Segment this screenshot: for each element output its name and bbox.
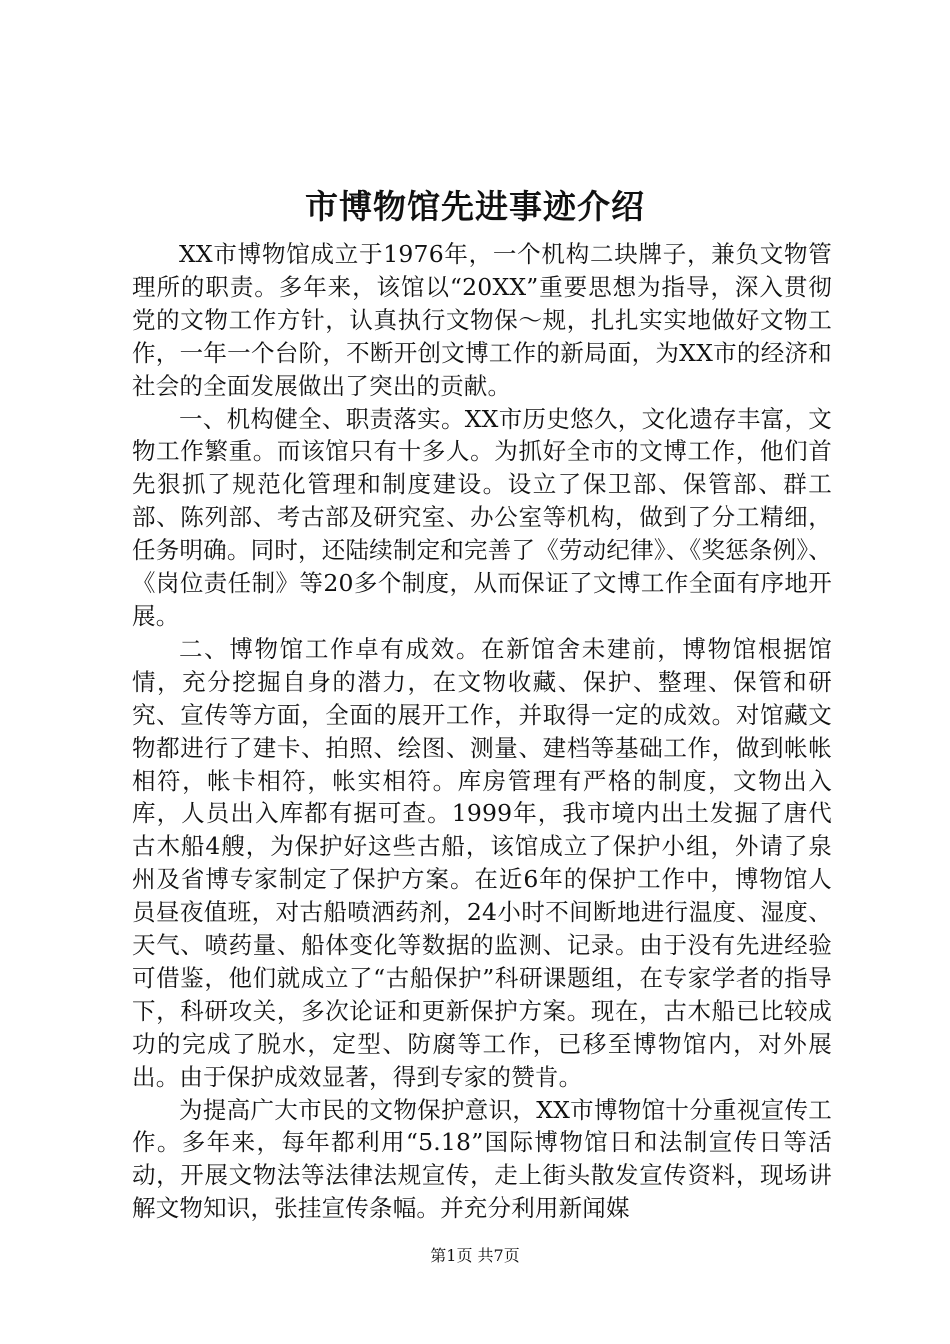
page-number-footer: 第1页 共7页: [430, 1246, 520, 1265]
paragraph-section-two: 二、博物馆工作卓有成效。在新馆舍未建前，博物馆根据馆情，充分挖掘自身的潜力，在文物收藏、保护、整理、保管和研究、宣传等方面，全面的展开工作，并取得一定的成效。对馆藏文物都进行了建卡、拍照、绘图、测量、建档等基础工作，做到帐帐相符，帐卡相符，帐实相符。库房管理有严格的制度，文物出入库，人员出入库都有据可查。1999年，我市境内出土发掘了唐代古木船4艘，为保护好这些古船，该馆成立了保护小组，外请了泉州及省博专家制定了保护方案。在近6年的保护工作中，博物馆人员昼夜值班，对古船喷洒药剂，24小时不间断地进行温度、湿度、天气、喷药量、船体变化等数据的监测、记录。由于没有先进经验可借鉴，他们就成立了“古船保护”科研课题组，在专家学者的指导下，科研攻关，多次论证和更新保护方案。现在，古木船已比较成功的完成了脱水，定型、防腐等工作，已移至博物馆内，对外展出。由于保护成效显著，得到专家的赞肯。: [132, 634, 832, 1091]
paragraph-publicity: 为提高广大市民的文物保护意识，XX市博物馆十分重视宣传工作。多年来，每年都利用“5.18”国际博物馆日和法制宣传日等活动，开展文物法等法律法规宣传，走上街头散发宣传资料，现场讲解文物知识，张挂宣传条幅。并充分利用新闻媒: [132, 1095, 832, 1223]
paragraph-intro: XX市博物馆成立于1976年，一个机构二块牌子，兼负文物管理所的职责。多年来，该馆以“20XX”重要思想为指导，深入贯彻党的文物工作方针，认真执行文物保～规，扎扎实实地做好文物工作，一年一个台阶，不断开创文博工作的新局面，为XX市的经济和社会的全面发展做出了突出的贡献。: [132, 240, 832, 400]
document-body: [132, 238, 832, 1225]
paragraph-section-one: 一、机构健全、职责落实。XX市历史悠久，文化遗存丰富，文物工作繁重。而该馆只有十多人。为抓好全市的文博工作，他们首先狠抓了规范化管理和制度建设。设立了保卫部、保管部、群工部、陈列部、考古部及研究室、办公室等机构，做到了分工精细，任务明确。同时，还陆续制定和完善了《劳动纪律》、《奖惩条例》、《岗位责任制》等20多个制度，从而保证了文博工作全面有序地开展。: [132, 404, 832, 630]
document-title: 市博物馆先进事迹介绍: [305, 187, 645, 226]
